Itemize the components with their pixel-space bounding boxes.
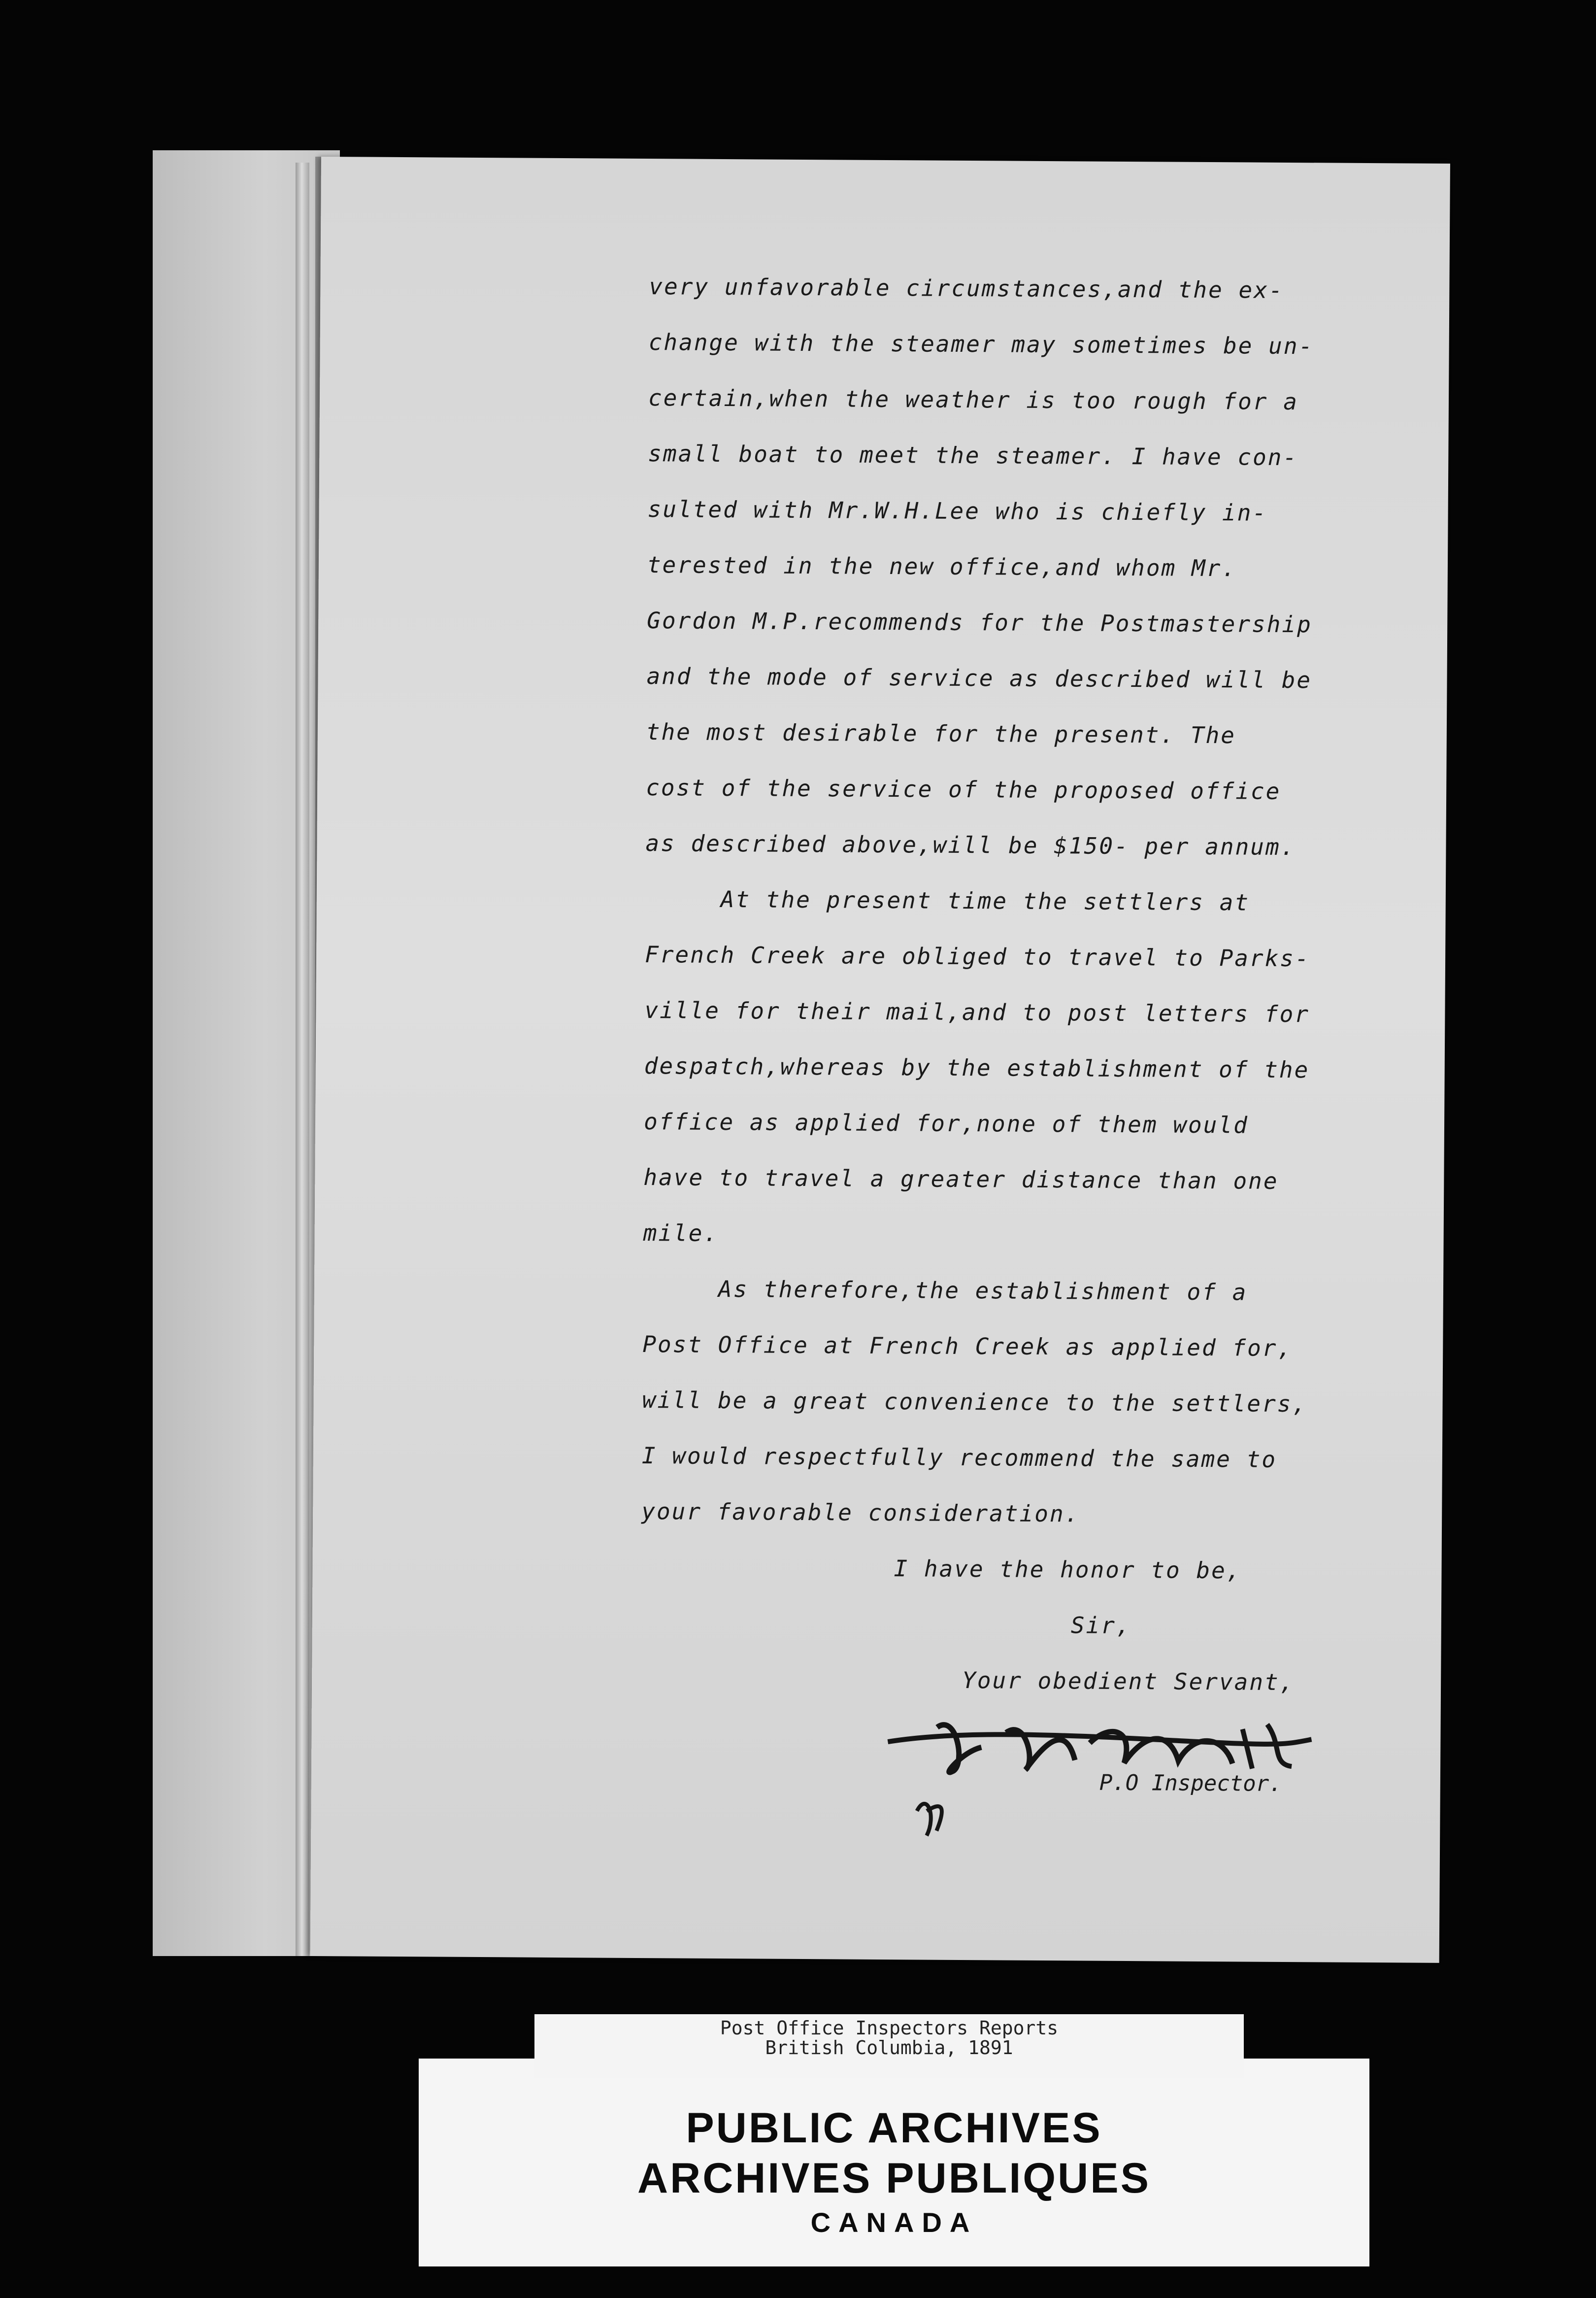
letter-line: change with the steamer may sometimes be un- [648,329,1314,360]
letter-line: I would respectfully recommend the same to [641,1442,1277,1473]
signatory-title: P.O Inspector. [1099,1770,1282,1796]
bottom-border [419,2266,1369,2298]
letter-line: despatch,whereas by the establishment of the [644,1052,1310,1083]
letter-line: as described above,will be $150- per annum. [645,830,1296,861]
label-region: British Columbia, 1891 [765,2037,1013,2059]
letter-line: mile. [643,1219,719,1247]
letter-line: Gordon M.P.recommends for the Postmastership [647,607,1312,638]
letter-line: have to travel a greater distance than one [643,1164,1279,1194]
letter-line: and the mode of service as described will be [646,663,1312,694]
label-name-fr: ARCHIVES PUBLIQUES [637,2155,1151,2202]
letter-line: sulted with Mr.W.H.Lee who is chiefly in- [647,496,1268,526]
letter-line: small boat to meet the steamer. I have con- [648,440,1298,471]
letter-line: cost of the service of the proposed office [646,774,1281,805]
letter-line: French Creek are obliged to travel to Parks- [644,941,1310,972]
salutation-line: Sir, [1070,1612,1131,1639]
archive-reference-label [534,2014,1244,2078]
letter-line: Post Office at French Creek as applied for, [642,1331,1293,1362]
closing-line: Your obedient Servant, [962,1667,1295,1696]
letter-line: terested in the new office,and whom Mr. [647,551,1237,582]
archive-label [419,2059,1369,2298]
letter-line: ville for their mail,and to post letters for [644,997,1310,1028]
backing-fold [296,163,309,1956]
letter-line: the most desirable for the present. The [646,718,1236,749]
letter-line: your favorable consideration. [641,1498,1080,1527]
letter-line: very unfavorable circumstances,and the ex- [649,273,1284,304]
closing-line: I have the honor to be, [894,1555,1242,1584]
letter-line: office as applied for,none of them would [643,1108,1249,1139]
letter-line: At the present time the settlers at [720,885,1250,916]
label-country: CANADA [810,2207,978,2238]
label-collection: Post Office Inspectors Reports [720,2017,1059,2039]
letter-line: certain,when the weather is too rough for a [648,384,1299,415]
label-name-en: PUBLIC ARCHIVES [686,2104,1102,2152]
letter-page [310,157,1450,1963]
letter-line: will be a great convenience to the settlers, [642,1386,1308,1418]
letter-line: As therefore,the establishment of a [718,1275,1248,1306]
letter-body [310,157,1450,1963]
